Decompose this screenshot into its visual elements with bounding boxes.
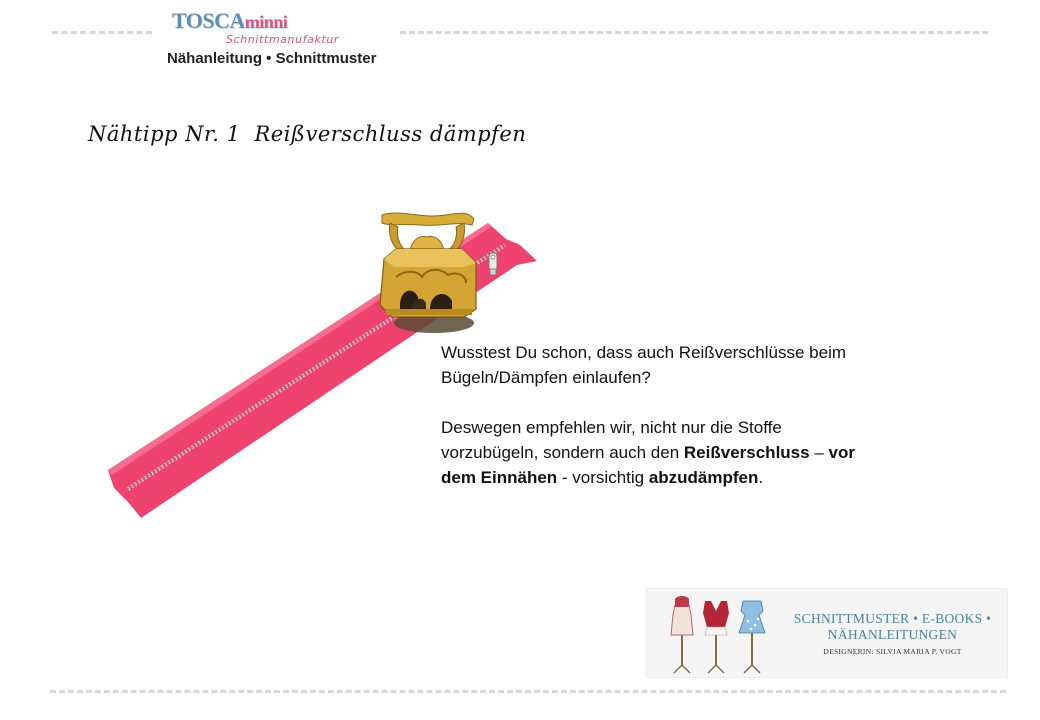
banner-line-products: SCHNITTMUSTER • E-BOOKS • xyxy=(793,611,992,626)
dress-form-right xyxy=(739,601,765,673)
logo-wordmark xyxy=(172,8,287,34)
tip-advice-part: Deswegen empfehlen wir, nicht nur die Stoffe vorzubügeln, sondern auch den xyxy=(441,418,782,462)
dress-forms-icon xyxy=(665,591,775,675)
footer-banner[interactable] xyxy=(646,588,1008,678)
heading-topic: Reißverschluss dämpfen xyxy=(254,122,527,146)
logo-accent-text: minni xyxy=(244,12,288,32)
dress-form-left xyxy=(671,596,693,673)
brand-tagline: Nähanleitung • Schnittmuster xyxy=(167,50,377,67)
banner-designer: DESIGNERIN: SILVIA MARIA P. VOGT xyxy=(823,647,962,656)
banner-line-guides: NÄHANLEITUNGEN xyxy=(827,627,958,642)
tip-keyword-steam: abzudämpfen xyxy=(648,468,759,487)
zipper-pull-icon xyxy=(489,253,497,275)
logo-subtitle: Schnittmanufaktur xyxy=(226,33,340,46)
bottom-divider xyxy=(50,690,1006,693)
top-right-divider xyxy=(400,31,988,34)
tip-advice-end: . xyxy=(758,468,764,487)
heading-number: Nähtipp Nr. 1 xyxy=(88,122,241,146)
logo-main-text: TOSCA xyxy=(172,8,245,33)
tip-keyword-zipper: Reißverschluss xyxy=(683,443,810,462)
iron-icon xyxy=(380,213,476,317)
tip-keyword-before-sewing: vor dem Einnähen xyxy=(441,443,855,487)
dress-form-middle xyxy=(703,601,729,673)
page-heading xyxy=(88,122,526,146)
top-left-divider xyxy=(52,31,152,34)
tip-advice-dash: – xyxy=(809,443,829,462)
tip-intro: Wusstest Du schon, dass auch Reißverschlüsse beim Bügeln/Dämpfen einlaufen? xyxy=(441,343,847,387)
tip-advice xyxy=(441,415,861,490)
tip-advice-part: - vorsichtig xyxy=(557,468,649,487)
tip-text xyxy=(441,340,861,490)
brand-logo[interactable] xyxy=(172,8,352,48)
